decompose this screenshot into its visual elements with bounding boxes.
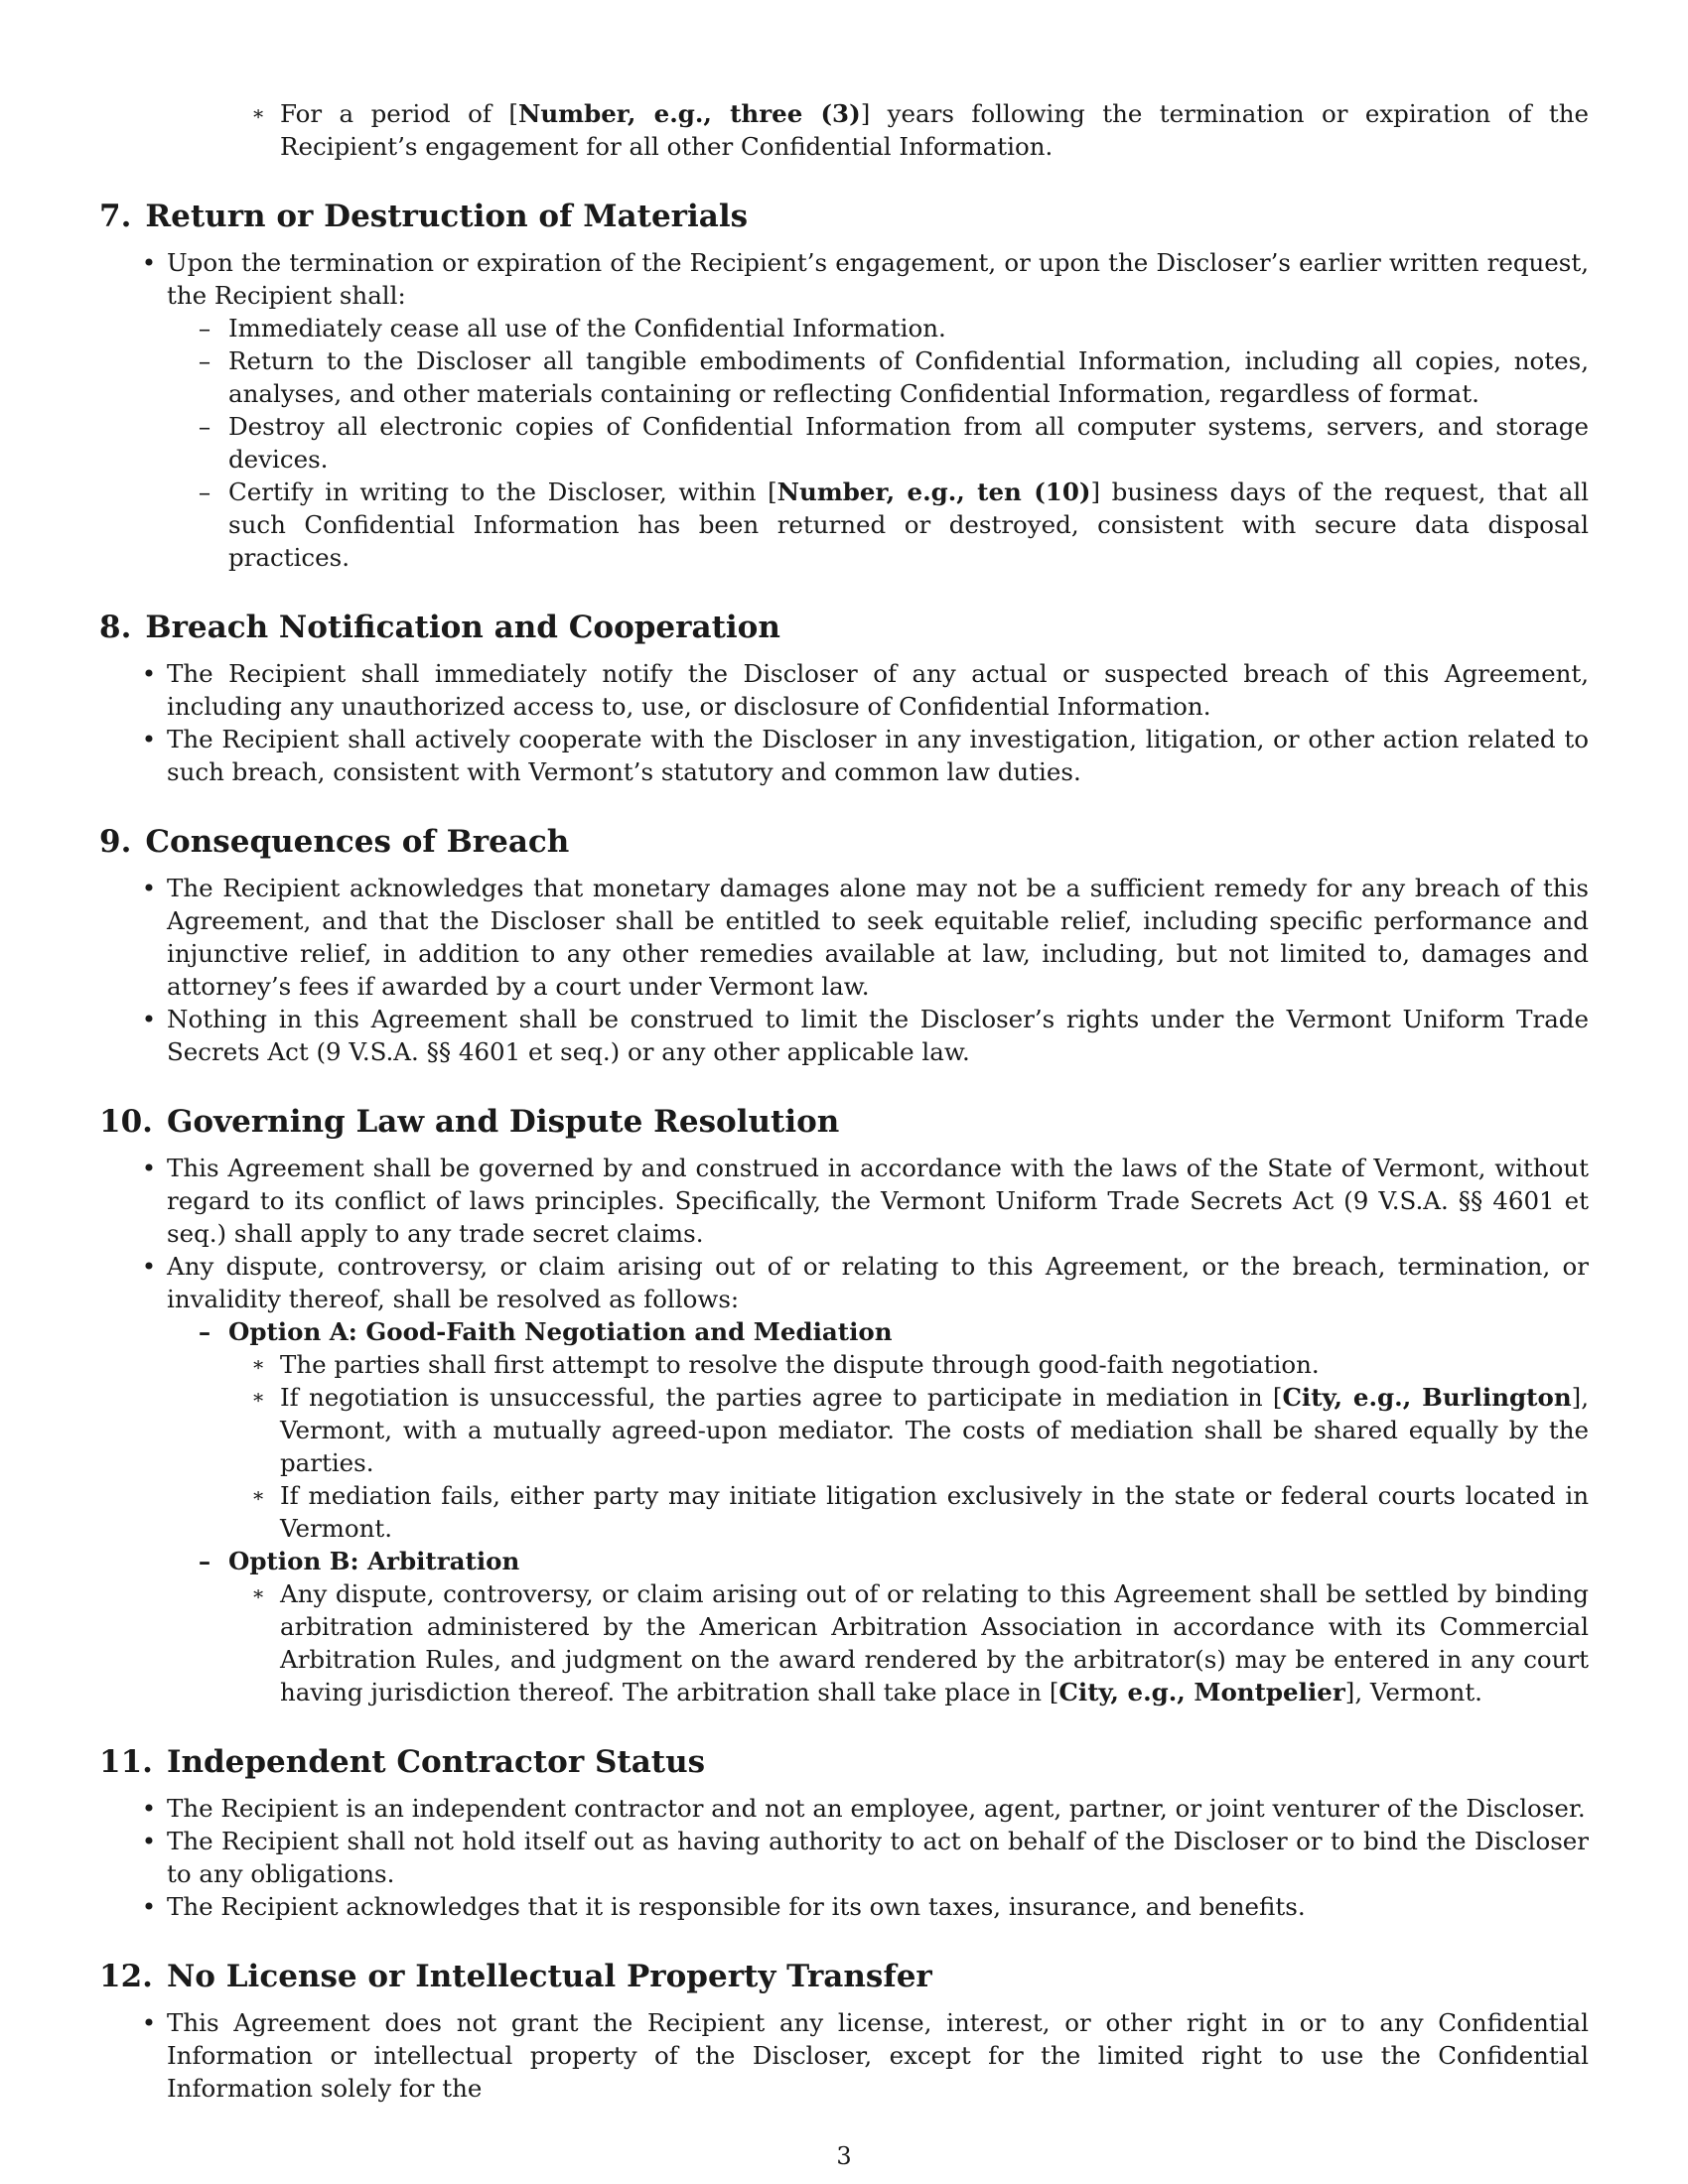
asterisk-marker: ∗ [251,1581,265,1605]
list-item [99,1825,1589,1890]
list-item [99,1250,1589,1315]
bullet-marker: • [141,2008,157,2037]
asterisk-marker: ∗ [251,1483,265,1507]
list-item [99,1479,1589,1545]
item-text: The Recipient acknowledges that monetary damages alone may not be a sufficient remedy for any breach of this Agreement, and that the Discloser shall be entitled to seek equitable relief, including specific performance and injunctive relief, in addition to any other remedies available at law, including, but not limited to, damages and attorney’s fees if awarded by a court under Vermont law. [167,874,1589,1001]
document-page [99,97,1589,2105]
bullet-marker: • [141,659,157,688]
item-text: For a period of [Number, e.g., three (3)] years following the termination or expiration of the Recipient’s engagement for all other Confidential Information. [280,99,1589,161]
list-item [99,97,1589,163]
asterisk-marker: ∗ [251,1352,265,1376]
section-9 [99,822,1589,1068]
bullet-marker: • [141,1827,157,1855]
list-item [99,1792,1589,1825]
item-text: This Agreement shall be governed by and construed in accordance with the laws of the State of Vermont, without regard to its conflict of laws principles. Specifically, the Vermont Uniform Trade Secrets Act (9 V.S.A. §§ 4601 et seq.) shall apply to any trade secret claims. [167,1154,1589,1248]
item-text: Any dispute, controversy, or claim arising out of or relating to this Agreement, or the breach, termination, or invalidity thereof, shall be resolved as follows: [167,1252,1589,1313]
section-heading: 11. Independent Contractor Status [99,1744,706,1780]
page-number: 3 [836,2142,852,2170]
item-text: The Recipient shall not hold itself out as having authority to act on behalf of the Discloser or to bind the Discloser to any obligations. [167,1827,1589,1888]
option-heading: Option A: Good-Faith Negotiation and Mediation [228,1317,893,1346]
dash-marker: – [198,1317,211,1346]
item-text: Return to the Discloser all tangible embodiments of Confidential Information, including all copies, notes, analyses, and other materials containing or reflecting Confidential Information, regardless of format. [228,346,1589,408]
item-text: If negotiation is unsuccessful, the parties agree to participate in mediation in [City, e.g., Burlington], Vermont, with a mutually agreed-upon mediator. The costs of mediation shall be shared equally by the parties. [280,1383,1589,1477]
item-text: Immediately cease all use of the Confidential Information. [228,314,946,342]
list-item [99,476,1589,574]
section-heading: 12. No License or Intellectual Property Transfer [99,1959,932,1994]
list-item [99,246,1589,312]
list-item [99,1003,1589,1068]
item-text: Certify in writing to the Discloser, within [Number, e.g., ten (10)] business days of the request, that all such Confidential Information has been returned or destroyed, consistent with secure data disposal practices. [228,478,1589,572]
item-text: The Recipient acknowledges that it is responsible for its own taxes, insurance, and benefits. [167,1892,1306,1921]
dash-marker: – [198,314,211,342]
list-item [99,2006,1589,2105]
bullet-marker: • [141,725,157,753]
bullet-marker: • [141,1794,157,1823]
item-text: The Recipient is an independent contractor and not an employee, agent, partner, or joint venturer of the Discloser. [167,1794,1586,1823]
list-item [99,312,1589,344]
item-text: If mediation fails, either party may initiate litigation exclusively in the state or federal courts located in Vermont. [280,1481,1589,1543]
section-11 [99,1742,1589,1923]
list-item [99,657,1589,723]
asterisk-marker: ∗ [251,101,265,125]
dash-marker: – [198,412,211,441]
section-12 [99,1957,1589,2105]
item-text: Upon the termination or expiration of the Recipient’s engagement, or upon the Discloser’s earlier written request, the Recipient shall: [167,248,1589,310]
list-item [99,1152,1589,1250]
section-heading: 8. Breach Notification and Cooperation [99,610,780,645]
item-text: This Agreement does not grant the Recipient any license, interest, or other right in or to any Confidential Information or intellectual property of the Discloser, except for the limited right to use the Confidential Information solely for the [167,2008,1589,2103]
bullet-marker: • [141,1005,157,1033]
section-heading: 7. Return or Destruction of Materials [99,199,749,234]
section-10 [99,1102,1589,1708]
list-item [99,1348,1589,1381]
asterisk-marker: ∗ [251,1385,265,1409]
list-item [99,1381,1589,1479]
dash-marker: – [198,478,211,506]
item-text: Any dispute, controversy, or claim arising out of or relating to this Agreement shall be settled by binding arbitration administered by the American Arbitration Association in accordance with its Commercial Arbitration Rules, and judgment on the award rendered by the arbitrator(s) may be entered in any court having jurisdiction thereof. The arbitration shall take place in [City, e.g., Montpelier], Vermont. [280,1579,1589,1706]
bullet-marker: • [141,1252,157,1281]
item-text: Nothing in this Agreement shall be construed to limit the Discloser’s rights under the Vermont Uniform Trade Secrets Act (9 V.S.A. §§ 4601 et seq.) or any other applicable law. [167,1005,1589,1066]
bullet-marker: • [141,874,157,902]
item-text: The Recipient shall actively cooperate with the Discloser in any investigation, litigation, or other action related to such breach, consistent with Vermont’s statutory and common law duties. [167,725,1589,786]
list-item [99,723,1589,788]
list-item [99,1890,1589,1923]
list-item [99,344,1589,410]
dash-marker: – [198,1547,211,1575]
section-8 [99,608,1589,788]
list-item [99,872,1589,1003]
option-heading: Option B: Arbitration [228,1547,520,1575]
item-text: Destroy all electronic copies of Confidential Information from all computer systems, servers, and storage devices. [228,412,1589,474]
list-item [99,1315,1589,1348]
dash-marker: – [198,346,211,375]
bullet-marker: • [141,1154,157,1182]
section-7 [99,197,1589,574]
bullet-marker: • [141,248,157,277]
section-heading: 9. Consequences of Breach [99,824,570,860]
list-item [99,1577,1589,1708]
section-heading: 10. Governing Law and Dispute Resolution [99,1104,840,1140]
list-item [99,1545,1589,1577]
bullet-marker: • [141,1892,157,1921]
item-text: The Recipient shall immediately notify the Discloser of any actual or suspected breach of this Agreement, including any unauthorized access to, use, or disclosure of Confidential Information. [167,659,1589,721]
list-item [99,410,1589,476]
item-text: The parties shall first attempt to resolve the dispute through good-faith negotiation. [280,1350,1320,1379]
